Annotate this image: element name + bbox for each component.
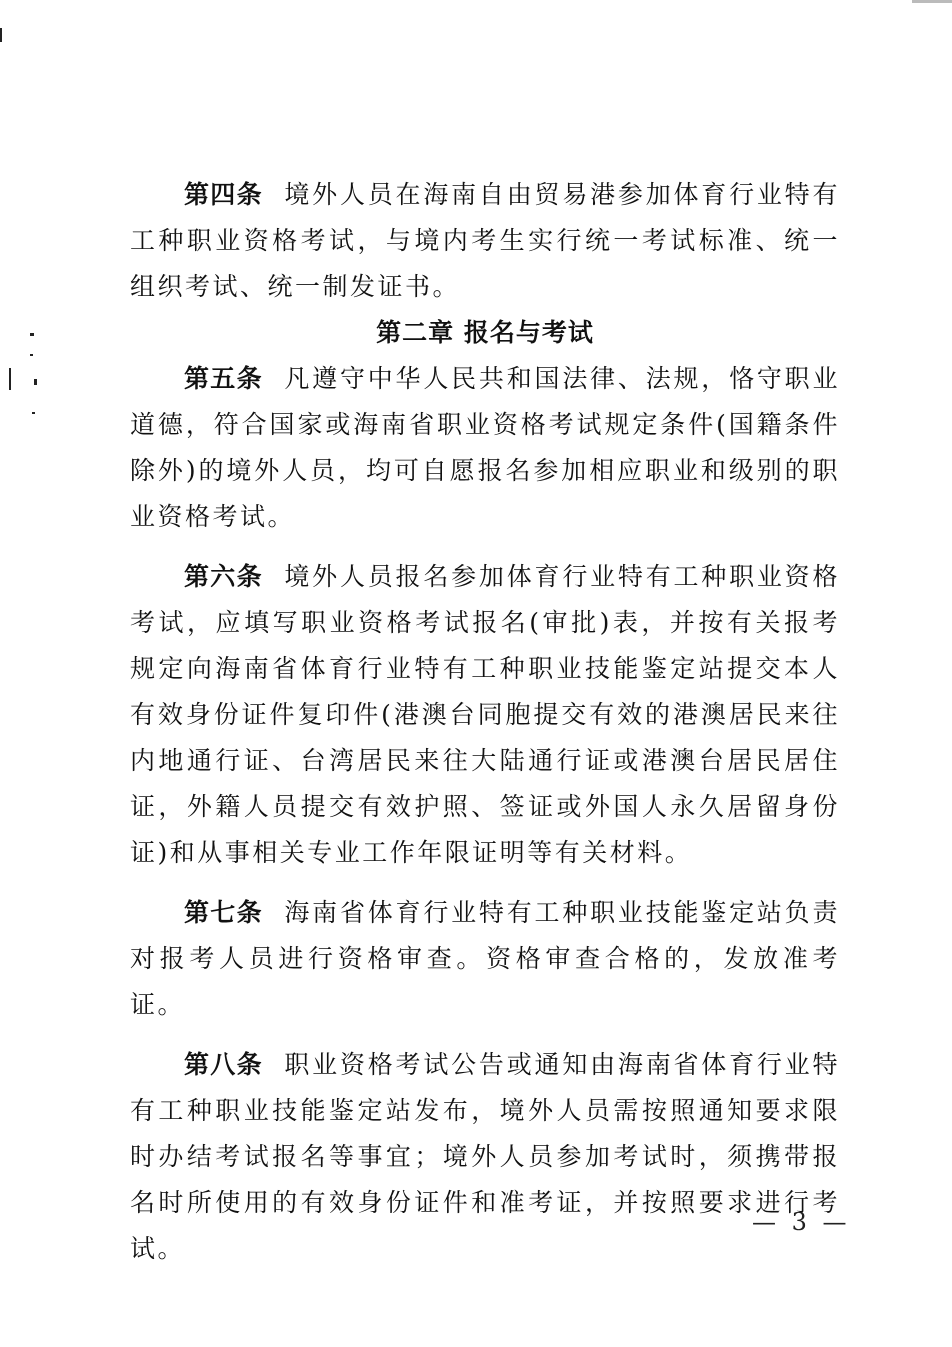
article-text: 境外人员在海南自由贸易港参加体育行业特有工种职业资格考试，与境内考生实行统一考试标准、统一组织考试、统一制发证书。 <box>130 180 840 301</box>
article-number: 第六条 <box>184 562 263 591</box>
scan-speck <box>9 368 11 390</box>
article-text: 凡遵守中华人民共和国法律、法规，恪守职业道德，符合国家或海南省职业资格考试规定条件(国籍条件除外)的境外人员，均可自愿报名参加相应职业和级别的职业资格考试。 <box>130 364 840 531</box>
scan-speck <box>30 354 33 356</box>
scan-edge-mark <box>912 0 952 3</box>
article-number: 第五条 <box>184 364 263 393</box>
scan-speck <box>0 28 2 42</box>
article-6 <box>130 554 840 876</box>
article-number: 第七条 <box>184 898 263 927</box>
article-4 <box>130 172 840 310</box>
chapter-heading: 第二章 报名与考试 <box>376 318 594 347</box>
article-text: 境外人员报名参加体育行业特有工种职业资格考试，应填写职业资格考试报名(审批)表，并按有关报考规定向海南省体育行业特有工种职业技能鉴定站提交本人有效身份证件复印件(港澳台同胞提交有效的港澳居民来往内地通行证、台湾居民来往大陆通行证或港澳台居民居住证，外籍人员提交有效护照、签证或外国人永久居留身份证)和从事相关专业工作年限证明等有关材料。 <box>130 562 840 867</box>
page-number: — 3 — <box>752 1208 851 1236</box>
article-7 <box>130 890 840 1028</box>
article-number: 第八条 <box>184 1050 263 1079</box>
article-8 <box>130 1042 840 1272</box>
article-text: 职业资格考试公告或通知由海南省体育行业特有工种职业技能鉴定站发布，境外人员需按照通知要求限时办结考试报名等事宜；境外人员参加考试时，须携带报名时所使用的有效身份证件和准考证，并按照要求进行考试。 <box>130 1050 840 1263</box>
scan-speck <box>32 412 35 414</box>
scan-speck <box>34 379 37 385</box>
document-body <box>130 172 840 1272</box>
article-number: 第四条 <box>184 180 263 209</box>
scan-speck <box>30 333 34 336</box>
article-text: 海南省体育行业特有工种职业技能鉴定站负责对报考人员进行资格审查。资格审查合格的，发放准考证。 <box>130 898 840 1019</box>
article-5 <box>130 356 840 540</box>
